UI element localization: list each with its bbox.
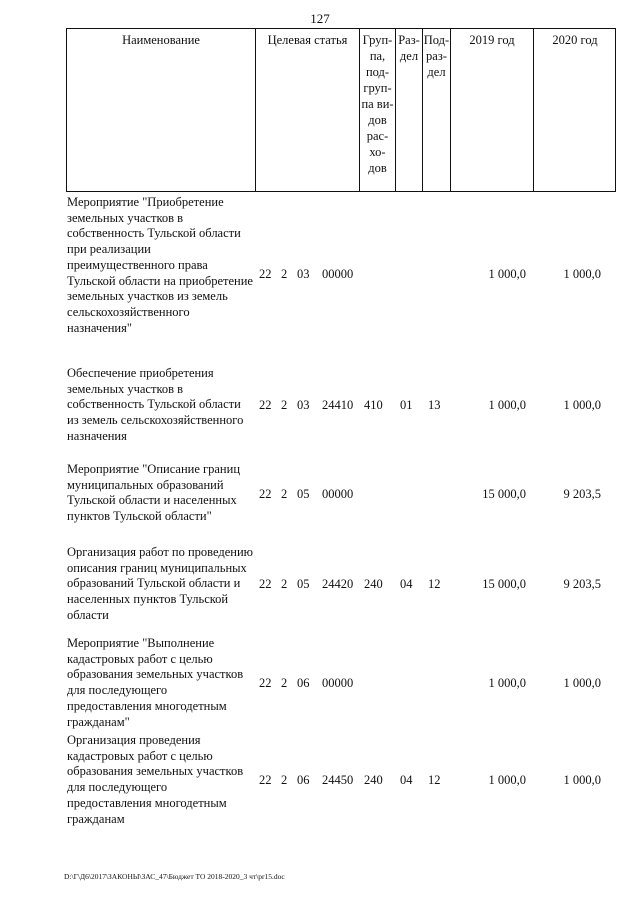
section-code: 01 xyxy=(400,398,413,412)
target-code-4: 00000 xyxy=(322,676,354,690)
target-code-1: 22 xyxy=(259,487,272,501)
target-code-1: 22 xyxy=(259,398,272,412)
target-code-4: 00000 xyxy=(322,267,354,281)
header-section: Раз- дел xyxy=(398,33,420,63)
target-code-3: 05 xyxy=(297,487,310,501)
value-2019: 15 000,0 xyxy=(482,577,526,591)
target-code-3: 06 xyxy=(297,773,310,787)
value-2019: 1 000,0 xyxy=(488,398,526,412)
row-name: Обеспечение приобретения земельных участков в собственность Тульской области из земель сельскохозяйственного назначения xyxy=(67,366,244,443)
section-code: 04 xyxy=(400,577,413,591)
target-code-4: 00000 xyxy=(322,487,354,501)
group-code: 240 xyxy=(364,773,383,787)
target-code-2: 2 xyxy=(281,398,288,412)
value-2020: 9 203,5 xyxy=(563,487,601,501)
subsection-code: 13 xyxy=(428,398,441,412)
target-code-1: 22 xyxy=(259,577,272,591)
column-divider xyxy=(450,29,451,191)
header-target: Целевая статья xyxy=(267,33,348,47)
value-2020: 1 000,0 xyxy=(563,267,601,281)
value-2019: 1 000,0 xyxy=(488,676,526,690)
column-divider xyxy=(255,29,256,191)
header-2019: 2019 год xyxy=(469,33,515,47)
file-path-footer: D:\Г\Д6\2017\ЗАКОНЫ\ЗАС_47\Бюджет ТО 2018-2020_3 чт\pr15.doc xyxy=(64,872,285,881)
value-2019: 1 000,0 xyxy=(488,267,526,281)
row-name: Мероприятие "Выполнение кадастровых работ с целью образования земельных участков для последующего предоставления многодетным гражданам" xyxy=(67,636,244,729)
target-code-2: 2 xyxy=(281,773,288,787)
target-code-1: 22 xyxy=(259,676,272,690)
section-code: 04 xyxy=(400,773,413,787)
value-2020: 1 000,0 xyxy=(563,676,601,690)
row-name: Мероприятие "Приобретение земельных участков в собственность Тульской области при реализации преимущественного права Тульской области на приобретение земельных участков из земель сельскохозяйственного назначения" xyxy=(67,195,253,335)
target-code-3: 03 xyxy=(297,398,310,412)
row-name: Мероприятие "Описание границ муниципальных образований Тульской области и населенных пунктов Тульской области" xyxy=(67,462,241,524)
target-code-3: 06 xyxy=(297,676,310,690)
subsection-code: 12 xyxy=(428,577,441,591)
target-code-4: 24410 xyxy=(322,398,354,412)
header-group: Груп- па, под- груп- па ви- дов рас- хо- дов xyxy=(361,33,394,175)
page-number: 127 xyxy=(310,11,330,26)
target-code-2: 2 xyxy=(281,676,288,690)
row-name: Организация работ по проведению описания границ муниципальных образований Тульской области и населенных пунктов Тульской области xyxy=(67,545,253,622)
header-2020: 2020 год xyxy=(552,33,598,47)
target-code-3: 05 xyxy=(297,577,310,591)
target-code-2: 2 xyxy=(281,577,288,591)
subsection-code: 12 xyxy=(428,773,441,787)
target-code-2: 2 xyxy=(281,267,288,281)
column-divider xyxy=(533,29,534,191)
header-subsection: Под- раз- дел xyxy=(423,33,450,79)
row-name: Организация проведения кадастровых работ с целью образования земельных участков для последующего предоставления многодетным гражданам xyxy=(67,733,244,826)
target-code-1: 22 xyxy=(259,267,272,281)
group-code: 240 xyxy=(364,577,383,591)
value-2019: 1 000,0 xyxy=(488,773,526,787)
target-code-4: 24420 xyxy=(322,577,354,591)
target-code-4: 24450 xyxy=(322,773,354,787)
value-2019: 15 000,0 xyxy=(482,487,526,501)
group-code: 410 xyxy=(364,398,383,412)
value-2020: 9 203,5 xyxy=(563,577,601,591)
value-2020: 1 000,0 xyxy=(563,773,601,787)
value-2020: 1 000,0 xyxy=(563,398,601,412)
target-code-2: 2 xyxy=(281,487,288,501)
target-code-3: 03 xyxy=(297,267,310,281)
header-name: Наименование xyxy=(122,33,200,47)
target-code-1: 22 xyxy=(259,773,272,787)
